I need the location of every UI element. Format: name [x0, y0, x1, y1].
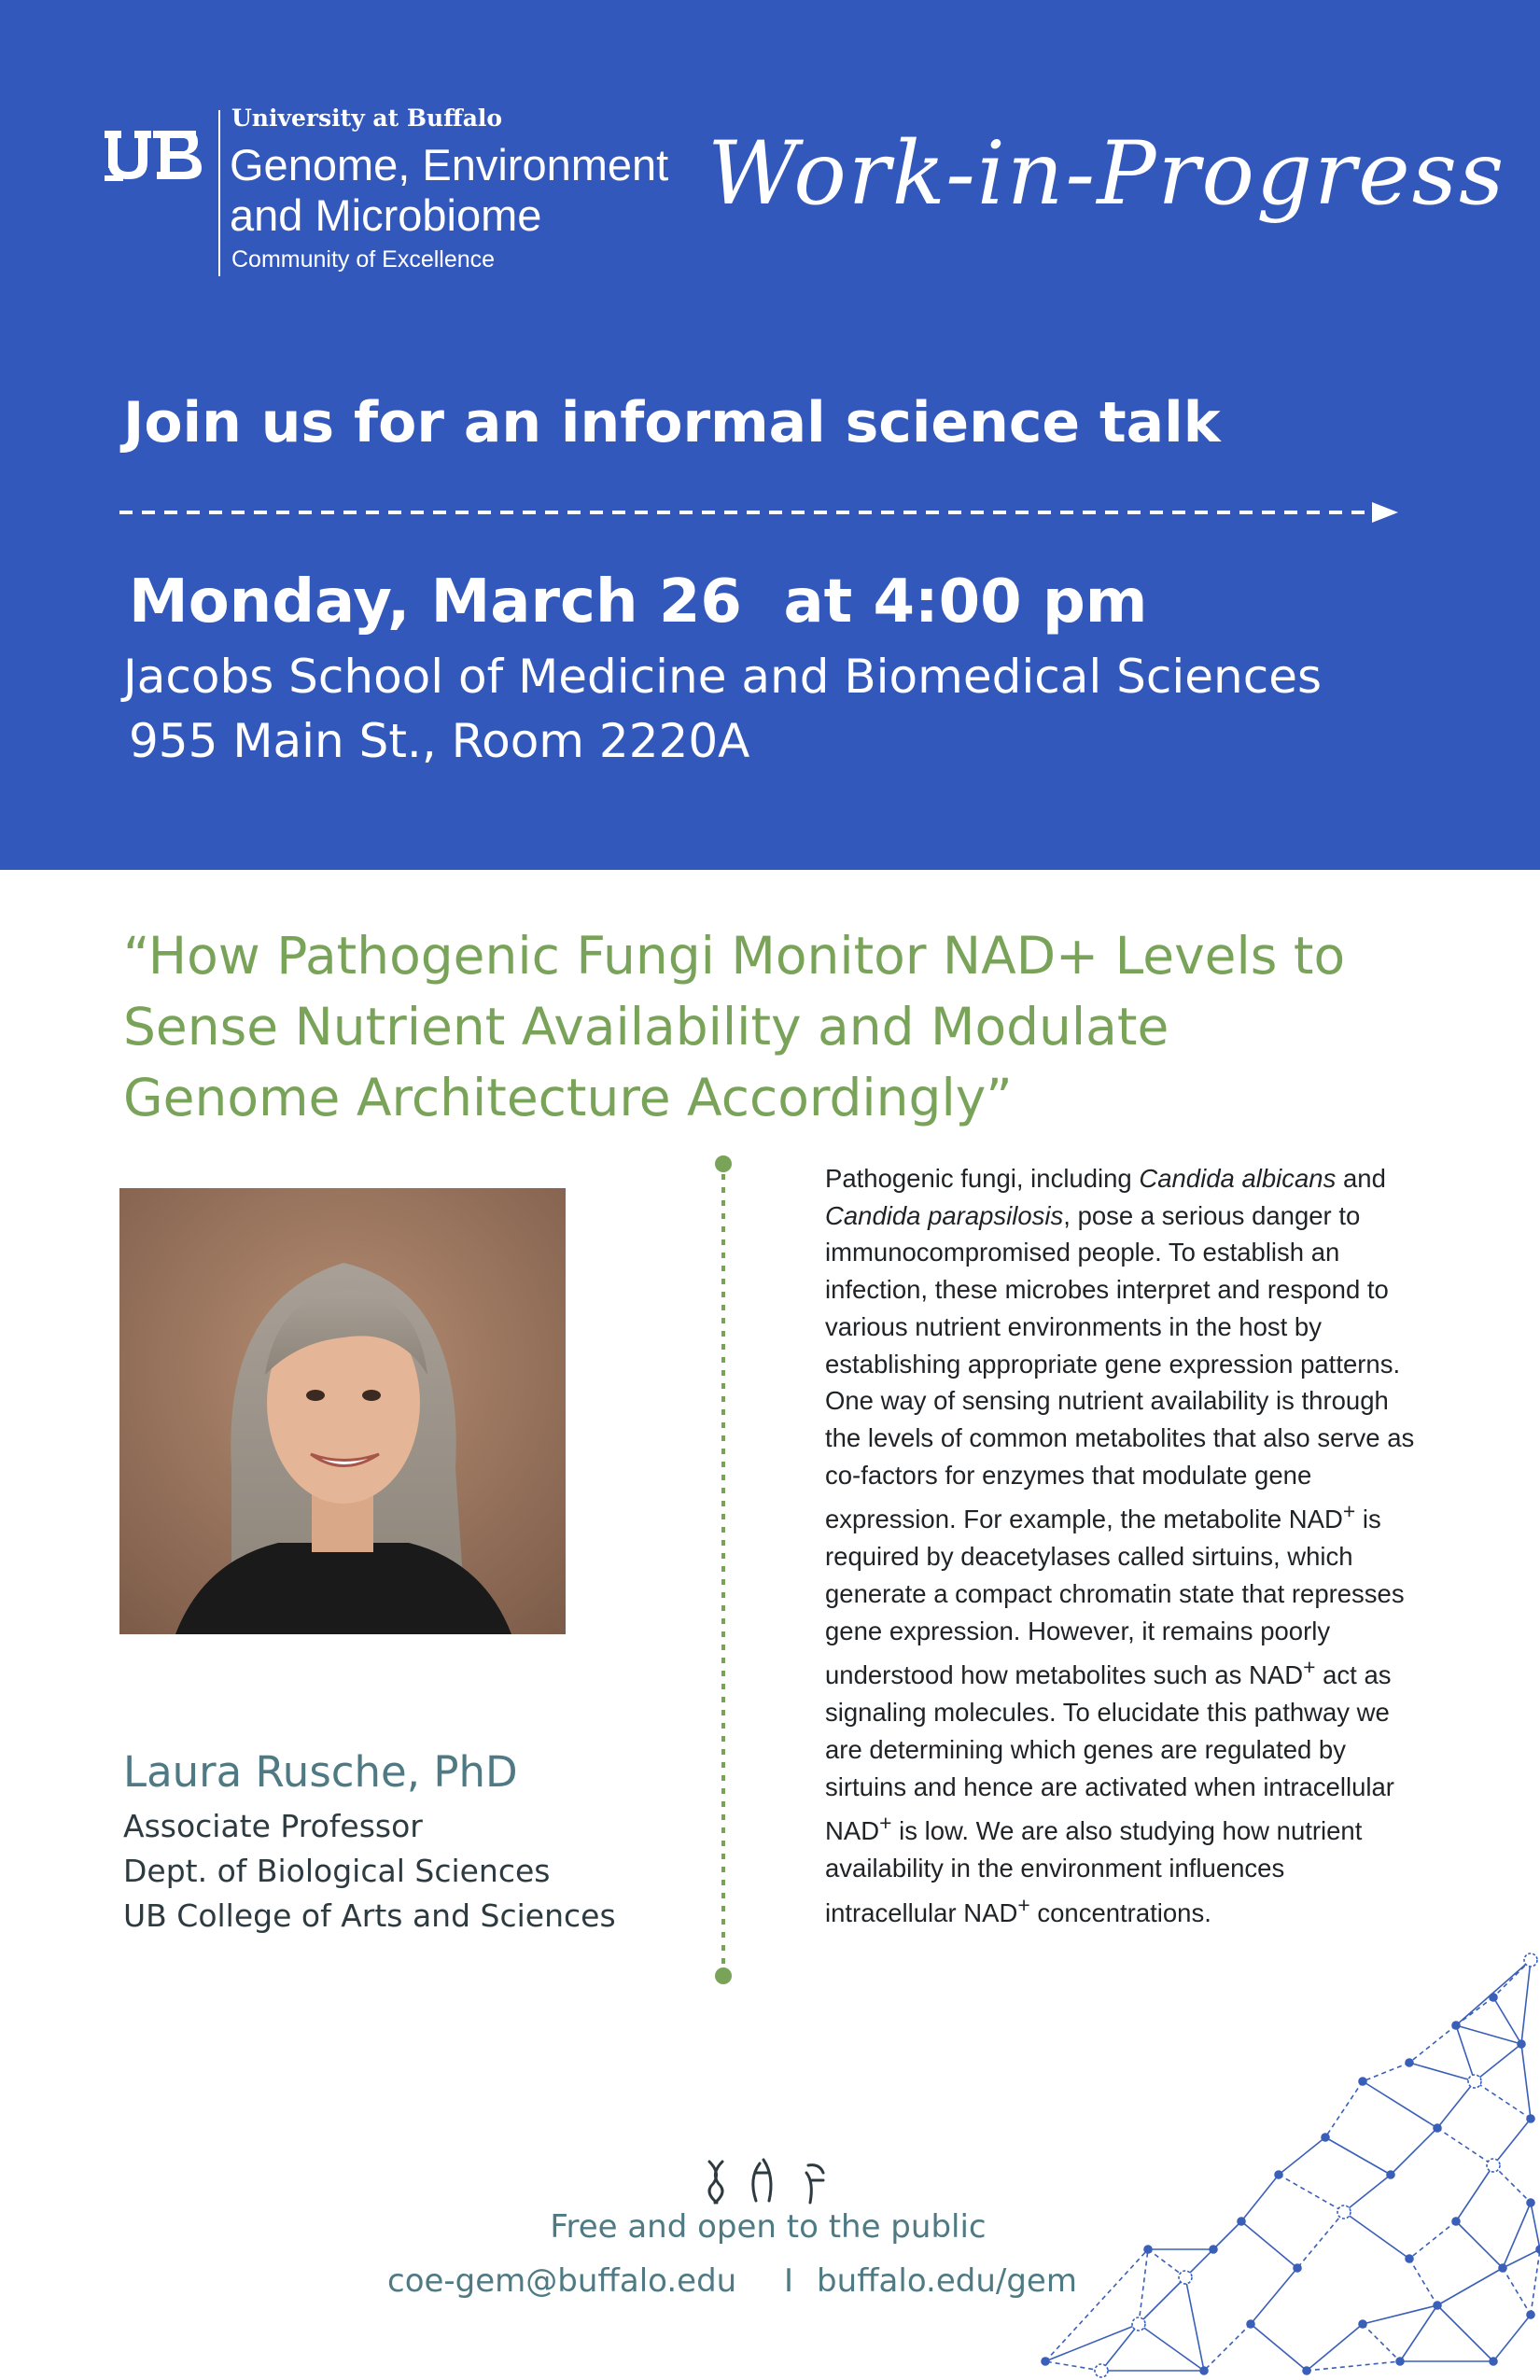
program-name-line1: Genome, Environment — [230, 140, 669, 189]
event-address: 955 Main St., Room 2220A — [129, 714, 750, 768]
network-edge — [1325, 2137, 1391, 2175]
network-node — [1527, 2199, 1534, 2206]
network-edge — [1409, 2221, 1456, 2259]
network-edge — [1391, 2128, 1437, 2175]
network-edge — [1456, 1960, 1531, 2025]
network-node — [1490, 2358, 1497, 2365]
network-edge — [1456, 2165, 1493, 2221]
network-node — [1322, 2134, 1329, 2141]
network-node — [1303, 2367, 1310, 2374]
network-edge — [1307, 2361, 1400, 2371]
network-edge — [1456, 2025, 1475, 2081]
species-name: Candida albicans — [1139, 1164, 1337, 1193]
ub-logo-icon — [105, 131, 203, 187]
speaker-title: Associate Professor — [123, 1808, 423, 1844]
superscript-plus: + — [1017, 1892, 1030, 1917]
talk-title-line2: Sense Nutrient Availability and Modulate — [123, 997, 1169, 1057]
network-edge — [1241, 2175, 1279, 2221]
network-node — [1238, 2218, 1245, 2225]
network-edge — [1437, 2081, 1475, 2128]
speaker-photo — [119, 1188, 566, 1634]
abstract-part: act as signaling molecules. To elucidate this pathway we are determining which genes are regulated by sirtuins and hence are activated when intracellular NAD — [825, 1660, 1394, 1846]
dashed-arrow-divider — [119, 500, 1398, 525]
dna-figures-icon — [702, 2154, 851, 2206]
network-edge — [1241, 2221, 1297, 2268]
network-edge — [1437, 2268, 1503, 2305]
network-node — [1042, 2358, 1049, 2365]
network-edge — [1521, 1960, 1531, 2044]
network-node — [1490, 1994, 1497, 2001]
invite-heading: Join us for an informal science talk — [123, 390, 1221, 455]
network-edge — [1251, 2324, 1307, 2371]
network-node — [1132, 2317, 1145, 2331]
abstract-part: Pathogenic fungi, including — [825, 1164, 1140, 1193]
network-edge — [1279, 2175, 1344, 2212]
network-edge — [1493, 2315, 1531, 2361]
community-label: Community of Excellence — [231, 246, 496, 273]
network-edge — [1307, 2324, 1363, 2371]
network-node — [1275, 2171, 1282, 2178]
network-edge — [1437, 2128, 1493, 2165]
network-node — [1144, 2246, 1152, 2253]
speaker-department: Dept. of Biological Sciences — [123, 1853, 551, 1889]
network-edge — [1139, 2249, 1148, 2324]
vertical-dotted-divider — [713, 1154, 734, 1986]
abstract-part: and — [1336, 1164, 1386, 1193]
abstract-part: , pose a serious danger to immunocompromised people. To establish an infection, these microbes interpret and respond to various nutrient environments in the host by establishing appropriate gene expression patterns. One way of sensing nutrient availability is through the levels of common metabolites that also serve as co-factors for enzymes that modulate gene expression. For example, the metabolite NAD — [825, 1200, 1415, 1534]
network-edge — [1363, 2063, 1409, 2081]
network-edge — [1297, 2212, 1344, 2268]
network-node — [1337, 2205, 1351, 2219]
talk-title-line3: Genome Architecture Accordingly” — [123, 1068, 1013, 1127]
network-edge — [1139, 2324, 1204, 2371]
network-node — [1406, 2255, 1413, 2262]
network-node — [1247, 2320, 1254, 2328]
program-name-line2: and Microbiome — [230, 190, 542, 240]
program-name — [230, 140, 668, 241]
network-edge — [1503, 2249, 1540, 2268]
network-node — [1527, 2311, 1534, 2318]
network-edge — [1279, 2137, 1325, 2175]
network-edge — [1325, 2081, 1363, 2137]
superscript-plus: + — [879, 1811, 892, 1836]
network-edge — [1493, 2119, 1531, 2165]
network-node — [1452, 2218, 1460, 2225]
network-node — [1518, 2040, 1525, 2048]
network-edge — [1139, 2277, 1185, 2324]
network-node — [1536, 2246, 1540, 2253]
event-venue: Jacobs School of Medicine and Biomedical Sciences — [123, 650, 1323, 704]
superscript-plus: + — [1303, 1655, 1316, 1680]
network-node — [1095, 2364, 1108, 2377]
network-node — [1499, 2264, 1506, 2272]
network-edge — [1363, 2081, 1437, 2128]
network-edge — [1204, 2324, 1251, 2371]
species-name: Candida parapsilosis — [825, 1200, 1064, 1230]
network-edge — [1344, 2175, 1391, 2212]
series-title: Work-in-Progress — [707, 123, 1506, 225]
free-public-notice: Free and open to the public — [550, 2208, 987, 2246]
abstract-part: is low. We are also studying how nutrient availability in the environment influences intracellular NAD — [825, 1816, 1363, 1927]
network-edge — [1437, 2305, 1493, 2361]
network-node — [1359, 2078, 1366, 2085]
network-node — [1210, 2246, 1217, 2253]
logo-divider — [218, 110, 220, 276]
network-node — [1359, 2320, 1366, 2328]
network-edge — [1045, 2361, 1101, 2371]
network-edge — [1531, 2249, 1540, 2315]
network-edge — [1531, 2203, 1540, 2249]
network-edge — [1456, 2221, 1503, 2268]
speaker-name: Laura Rusche, PhD — [123, 1747, 518, 1797]
network-node — [1200, 2367, 1208, 2374]
network-edge — [1409, 2063, 1475, 2081]
network-edge — [1363, 2324, 1400, 2361]
network-edge — [1213, 2221, 1241, 2249]
network-node — [1527, 2115, 1534, 2122]
talk-title-line1: “How Pathogenic Fungi Monitor NAD+ Levels to — [123, 926, 1346, 986]
network-edge — [1409, 2259, 1437, 2305]
speaker-college: UB College of Arts and Sciences — [123, 1897, 616, 1934]
network-node — [1434, 2302, 1441, 2309]
footer-separator: I — [784, 2262, 794, 2300]
network-edge — [1503, 2203, 1531, 2268]
network-node — [1452, 2022, 1460, 2029]
abstract-part: concentrations. — [1029, 1897, 1211, 1927]
network-node — [1434, 2124, 1441, 2132]
network-node — [1387, 2171, 1394, 2178]
network-node — [1406, 2059, 1413, 2066]
website-link[interactable]: buffalo.edu/gem — [817, 2262, 1077, 2300]
network-graphic — [971, 1941, 1540, 2380]
network-node — [1396, 2358, 1404, 2365]
superscript-plus: + — [1342, 1499, 1356, 1524]
network-edge — [1251, 2268, 1297, 2324]
network-edge — [1493, 2165, 1531, 2203]
network-edge — [1521, 2044, 1531, 2119]
network-edge — [1185, 2277, 1204, 2371]
network-node — [1524, 1953, 1537, 1967]
abstract-text — [825, 1160, 1422, 1932]
network-edge — [1475, 2081, 1531, 2119]
contact-email[interactable]: coe-gem@buffalo.edu — [387, 2262, 737, 2300]
network-edge — [1475, 2044, 1521, 2081]
network-node — [1294, 2264, 1301, 2272]
network-node — [1179, 2271, 1192, 2284]
network-node — [1468, 2075, 1481, 2088]
network-edge — [1344, 2212, 1409, 2259]
event-date-time: Monday, March 26 at 4:00 pm — [129, 567, 1148, 637]
abstract-part: is required by deacetylases called sirtuins, which generate a compact chromatin state that represses gene expression. However, it remains poorly understood how metabolites such as NAD — [825, 1505, 1405, 1690]
network-node — [1487, 2159, 1500, 2172]
university-name: University at Buffalo — [231, 105, 503, 132]
talk-title — [123, 920, 1467, 1133]
network-edge — [1503, 2268, 1531, 2315]
network-edge — [1409, 2025, 1456, 2063]
